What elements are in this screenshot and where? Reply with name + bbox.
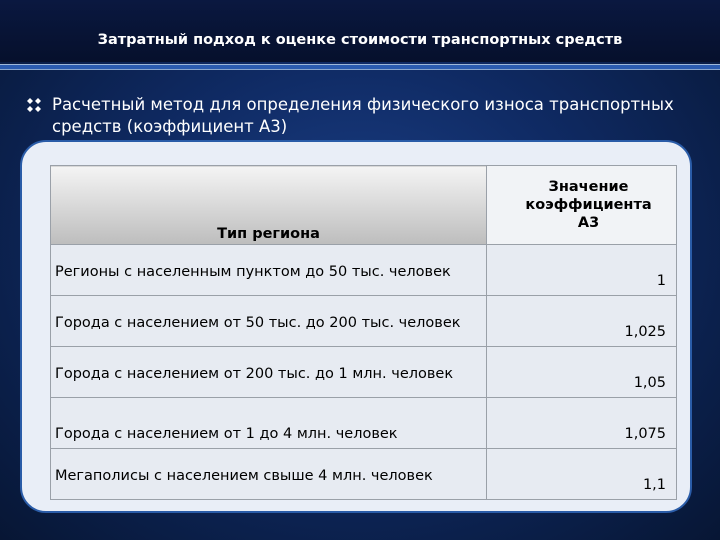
value-label: 1 <box>656 273 666 289</box>
values-table <box>50 165 677 500</box>
table-row <box>51 347 677 398</box>
value-label: 1,05 <box>633 375 666 391</box>
header-band <box>0 0 720 62</box>
region-cell <box>51 347 487 398</box>
value-cell <box>487 245 677 296</box>
bullet-text: Расчетный метод для определения физического износа транспортных средств (коэффициент А3) <box>52 95 674 136</box>
header-value-label: Значение коэффициента А3 <box>525 179 652 231</box>
value-label: 1,025 <box>624 324 666 340</box>
header-value <box>487 166 677 245</box>
value-label: 1,1 <box>642 477 666 493</box>
value-cell <box>487 398 677 449</box>
table-row <box>51 296 677 347</box>
table-row <box>51 449 677 500</box>
value-cell <box>487 296 677 347</box>
table-row <box>51 245 677 296</box>
header-region <box>51 166 487 245</box>
page-title: Затратный подход к оценке стоимости транспортных средств <box>97 32 623 48</box>
table-header-row <box>51 166 677 245</box>
value-cell <box>487 347 677 398</box>
region-cell <box>51 398 487 449</box>
diamond-bullet-icon <box>26 97 42 113</box>
region-label: Регионы с населенным пунктом до 50 тыс. человек <box>55 264 451 280</box>
table-row <box>51 398 677 449</box>
coefficient-table <box>50 165 676 493</box>
region-label: Города с населением от 200 тыс. до 1 млн. человек <box>55 366 454 382</box>
region-cell <box>51 245 487 296</box>
header-divider <box>0 64 720 72</box>
region-cell <box>51 296 487 347</box>
value-cell <box>487 449 677 500</box>
header-region-label: Тип региона <box>217 226 320 242</box>
region-label: Города с населением от 1 до 4 млн. человек <box>55 426 398 442</box>
bullet-point <box>26 94 712 138</box>
region-label: Города с населением от 50 тыс. до 200 тыс. человек <box>55 315 461 331</box>
region-label: Мегаполисы с населением свыше 4 млн. человек <box>55 468 433 484</box>
value-label: 1,075 <box>624 426 666 442</box>
region-cell <box>51 449 487 500</box>
